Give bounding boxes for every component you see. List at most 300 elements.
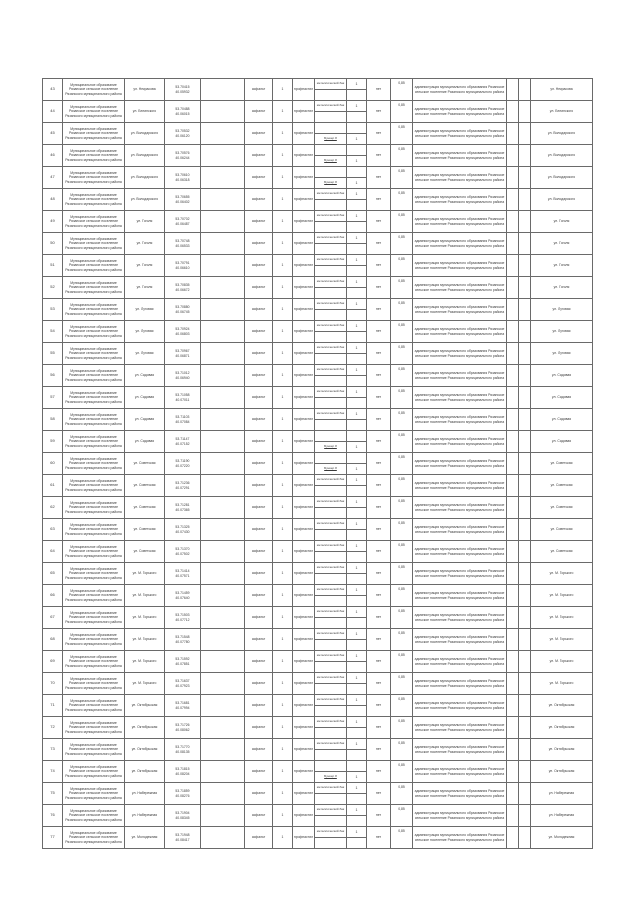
bunker-count <box>347 398 366 408</box>
bunker-type-label <box>315 794 347 804</box>
cell-coordinates <box>165 189 201 210</box>
longitude-text: 40.07502 <box>175 551 190 556</box>
cell-covered: нет <box>367 299 391 320</box>
cell-source-address: ул. Молодежная <box>531 827 593 848</box>
bunker-type-label: Бункер 8 <box>315 156 347 166</box>
cell-area: 1 <box>273 519 293 540</box>
cell-coordinates <box>165 409 201 430</box>
cell-owner: Муниципальное образование Рязанское сельское поселение Рязанского муниципального района <box>63 189 125 210</box>
container-subrow <box>315 541 366 551</box>
cell-surface: асфальт <box>245 739 273 760</box>
table-row <box>43 409 593 431</box>
bunker-count: 1 <box>355 774 358 779</box>
container-type-label: металлический бак <box>315 519 347 529</box>
cell-empty <box>201 607 245 628</box>
cell-empty <box>201 717 245 738</box>
cell-coordinates <box>165 387 201 408</box>
cell-street: ул. М. Горького <box>125 629 165 650</box>
bunker-subrow <box>315 485 366 496</box>
cell-coordinates <box>165 145 201 166</box>
cell-row-number: 69 <box>43 651 63 672</box>
cell-operator: администрация муниципального образования Рязанское сельское поселение Рязанского муниципального района <box>413 651 507 672</box>
cell-source-address: ул. Садовая <box>531 409 593 430</box>
cell-operator: администрация муниципального образования Рязанское сельское поселение Рязанского муниципального района <box>413 805 507 826</box>
cell-empty <box>201 101 245 122</box>
cell-containers <box>315 541 367 562</box>
cell-operator: администрация муниципального образования Рязанское сельское поселение Рязанского муниципального района <box>413 365 507 386</box>
container-type-label: металлический бак <box>315 387 347 397</box>
cell-empty <box>519 673 531 694</box>
bunker-count <box>347 90 366 100</box>
table-row <box>43 607 593 629</box>
cell-operator: администрация муниципального образования Рязанское сельское поселение Рязанского муниципального района <box>413 101 507 122</box>
cell-empty <box>519 519 531 540</box>
longitude-text: 40.07994 <box>175 705 190 710</box>
cell-operator: администрация муниципального образования Рязанское сельское поселение Рязанского муниципального района <box>413 717 507 738</box>
cell-volume: 0,85 <box>391 695 413 716</box>
cell-owner: Муниципальное образование Рязанское сельское поселение Рязанского муниципального района <box>63 519 125 540</box>
cell-empty <box>507 101 519 122</box>
cell-empty <box>507 387 519 408</box>
latitude-text: 53.71548 <box>175 635 190 640</box>
cell-surface: асфальт <box>245 233 273 254</box>
cell-volume: 0,85 <box>391 123 413 144</box>
cell-coordinates <box>165 739 201 760</box>
latitude-text: 53.71103 <box>175 415 190 420</box>
cell-fence: профнастил <box>293 827 315 848</box>
cell-row-number: 76 <box>43 805 63 826</box>
container-count: 1 <box>355 279 358 284</box>
container-type-label <box>315 431 347 441</box>
cell-containers <box>315 453 367 474</box>
cell-fence: профнастил <box>293 673 315 694</box>
bunker-subrow <box>315 815 366 826</box>
cell-coordinates <box>165 277 201 298</box>
longitude-text: 40.06871 <box>175 353 190 358</box>
cell-volume: 0,85 <box>391 365 413 386</box>
cell-coordinates <box>165 123 201 144</box>
cell-empty <box>519 233 531 254</box>
cell-row-number: 73 <box>43 739 63 760</box>
container-type-label: металлический бак <box>315 673 347 683</box>
longitude-text: 40.08417 <box>175 837 190 842</box>
cell-operator: администрация муниципального образования Рязанское сельское поселение Рязанского муниципального района <box>413 629 507 650</box>
cell-containers <box>315 585 367 606</box>
container-subrow <box>315 475 366 485</box>
cell-source-address: ул. Володарского <box>531 145 593 166</box>
cell-coordinates <box>165 717 201 738</box>
bunker-type-label <box>315 596 347 606</box>
container-subrow <box>315 805 366 815</box>
cell-operator: администрация муниципального образования Рязанское сельское поселение Рязанского муниципального района <box>413 387 507 408</box>
bunker-subrow <box>315 661 366 672</box>
cell-empty <box>507 717 519 738</box>
cell-empty <box>519 123 531 144</box>
bunker-subrow <box>315 331 366 342</box>
longitude-text: 40.08135 <box>175 749 190 754</box>
cell-empty <box>519 387 531 408</box>
cell-empty <box>201 321 245 342</box>
longitude-text: 40.07851 <box>175 661 190 666</box>
cell-fence: профнастил <box>293 607 315 628</box>
cell-area: 1 <box>273 673 293 694</box>
cell-coordinates <box>165 629 201 650</box>
cell-surface: асфальт <box>245 409 273 430</box>
bunker-count <box>347 816 366 826</box>
cell-containers <box>315 299 367 320</box>
cell-containers <box>315 761 367 782</box>
cell-fence: профнастил <box>293 299 315 320</box>
table-row <box>43 299 593 321</box>
cell-operator: администрация муниципального образования Рязанское сельское поселение Рязанского муниципального района <box>413 673 507 694</box>
cell-operator: администрация муниципального образования Рязанское сельское поселение Рязанского муниципального района <box>413 695 507 716</box>
cell-street: ул. Молодежная <box>125 827 165 848</box>
container-subrow <box>315 211 366 221</box>
cell-source-address: ул. Луговая <box>531 299 593 320</box>
cell-row-number: 49 <box>43 211 63 232</box>
container-count: 1 <box>355 103 358 108</box>
cell-empty <box>201 343 245 364</box>
cell-area: 1 <box>273 387 293 408</box>
cell-covered: нет <box>367 101 391 122</box>
cell-covered: нет <box>367 761 391 782</box>
cell-containers <box>315 387 367 408</box>
cell-empty <box>201 783 245 804</box>
cell-empty <box>519 651 531 672</box>
bunker-count: 1 <box>355 158 358 163</box>
cell-source-address: ул. Октябрьская <box>531 695 593 716</box>
cell-source-address: ул. Володарского <box>531 123 593 144</box>
cell-fence: профнастил <box>293 563 315 584</box>
cell-empty <box>519 321 531 342</box>
cell-empty <box>507 167 519 188</box>
bunker-type-label <box>315 112 347 122</box>
cell-operator: администрация муниципального образования Рязанское сельское поселение Рязанского муниципального района <box>413 607 507 628</box>
cell-empty <box>201 761 245 782</box>
latitude-text: 53.70576 <box>175 151 190 156</box>
container-type-label: металлический бак <box>315 783 347 793</box>
cell-coordinates <box>165 453 201 474</box>
cell-surface: асфальт <box>245 563 273 584</box>
registry-table <box>42 78 593 849</box>
cell-operator: администрация муниципального образования Рязанское сельское поселение Рязанского муниципального района <box>413 431 507 452</box>
cell-covered: нет <box>367 387 391 408</box>
cell-empty <box>507 585 519 606</box>
cell-source-address: ул. Гоголя <box>531 211 593 232</box>
cell-empty <box>519 541 531 562</box>
cell-source-address: ул. Советская <box>531 519 593 540</box>
cell-surface: асфальт <box>245 387 273 408</box>
table-row <box>43 761 593 783</box>
cell-covered: нет <box>367 233 391 254</box>
cell-row-number: 47 <box>43 167 63 188</box>
cell-containers <box>315 211 367 232</box>
cell-operator: администрация муниципального образования Рязанское сельское поселение Рязанского муниципального района <box>413 761 507 782</box>
container-subrow <box>315 695 366 705</box>
cell-containers <box>315 343 367 364</box>
cell-empty <box>519 299 531 320</box>
cell-empty <box>519 607 531 628</box>
cell-surface: асфальт <box>245 321 273 342</box>
cell-empty <box>507 79 519 100</box>
table-row <box>43 431 593 453</box>
cell-volume: 0,85 <box>391 651 413 672</box>
cell-row-number: 72 <box>43 717 63 738</box>
cell-empty <box>519 563 531 584</box>
cell-coordinates <box>165 519 201 540</box>
cell-empty <box>507 255 519 276</box>
container-count <box>347 761 366 771</box>
cell-row-number: 60 <box>43 453 63 474</box>
container-subrow <box>315 673 366 683</box>
cell-row-number: 62 <box>43 497 63 518</box>
latitude-text: 53.71414 <box>175 569 190 574</box>
bunker-subrow <box>315 507 366 518</box>
container-subrow <box>315 717 366 727</box>
table-row <box>43 321 593 343</box>
cell-empty <box>201 453 245 474</box>
cell-area: 1 <box>273 585 293 606</box>
cell-containers <box>315 145 367 166</box>
cell-area: 1 <box>273 805 293 826</box>
cell-containers <box>315 497 367 518</box>
longitude-text: 40.07084 <box>175 419 190 424</box>
cell-area: 1 <box>273 827 293 848</box>
container-subrow <box>315 761 366 771</box>
cell-operator: администрация муниципального образования Рязанское сельское поселение Рязанского муниципального района <box>413 519 507 540</box>
container-subrow <box>315 145 366 155</box>
cell-covered: нет <box>367 739 391 760</box>
table-row <box>43 651 593 673</box>
cell-volume: 0,85 <box>391 739 413 760</box>
cell-empty <box>507 277 519 298</box>
cell-owner: Муниципальное образование Рязанское сельское поселение Рязанского муниципального района <box>63 101 125 122</box>
cell-area: 1 <box>273 695 293 716</box>
bunker-type-label: Бункер 8 <box>315 464 347 474</box>
cell-area: 1 <box>273 233 293 254</box>
cell-empty <box>201 387 245 408</box>
container-count: 1 <box>355 477 358 482</box>
cell-empty <box>201 695 245 716</box>
cell-owner: Муниципальное образование Рязанское сельское поселение Рязанского муниципального района <box>63 717 125 738</box>
bunker-count <box>347 838 366 848</box>
cell-row-number: 64 <box>43 541 63 562</box>
bunker-type-label <box>315 376 347 386</box>
cell-empty <box>507 365 519 386</box>
cell-source-address: ул. М. Горького <box>531 673 593 694</box>
cell-empty <box>507 651 519 672</box>
container-type-label <box>315 453 347 463</box>
longitude-text: 40.06940 <box>175 375 190 380</box>
cell-empty <box>201 827 245 848</box>
container-type-label: металлический бак <box>315 497 347 507</box>
cell-covered: нет <box>367 321 391 342</box>
cell-row-number: 56 <box>43 365 63 386</box>
cell-area: 1 <box>273 299 293 320</box>
cell-containers <box>315 607 367 628</box>
cell-empty <box>507 761 519 782</box>
cell-volume: 0,85 <box>391 343 413 364</box>
container-type-label: металлический бак <box>315 189 347 199</box>
bunker-subrow <box>315 749 366 760</box>
cell-covered: нет <box>367 145 391 166</box>
bunker-subrow <box>315 727 366 738</box>
cell-fence: профнастил <box>293 123 315 144</box>
cell-row-number: 61 <box>43 475 63 496</box>
longitude-text: 40.07152 <box>175 441 190 446</box>
cell-fence: профнастил <box>293 783 315 804</box>
cell-area: 1 <box>273 167 293 188</box>
cell-empty <box>519 783 531 804</box>
cell-empty <box>519 717 531 738</box>
cell-row-number: 54 <box>43 321 63 342</box>
cell-volume: 0,85 <box>391 101 413 122</box>
bunker-subrow <box>315 111 366 122</box>
bunker-count <box>347 310 366 320</box>
bunker-type-label: Бункер 8 <box>315 772 347 782</box>
cell-area: 1 <box>273 497 293 518</box>
cell-volume: 0,85 <box>391 805 413 826</box>
cell-area: 1 <box>273 739 293 760</box>
container-type-label: металлический бак <box>315 563 347 573</box>
bunker-subrow <box>315 529 366 540</box>
bunker-subrow <box>315 683 366 694</box>
longitude-text: 40.08204 <box>175 771 190 776</box>
container-count: 1 <box>355 609 358 614</box>
cell-surface: асфальт <box>245 673 273 694</box>
bunker-count <box>347 112 366 122</box>
cell-source-address: ул. Садовая <box>531 365 593 386</box>
cell-street: ул. Советская <box>125 497 165 518</box>
container-type-label: металлический бак <box>315 585 347 595</box>
cell-coordinates <box>165 299 201 320</box>
cell-area: 1 <box>273 79 293 100</box>
cell-fence: профнастил <box>293 101 315 122</box>
cell-row-number: 52 <box>43 277 63 298</box>
cell-empty <box>519 409 531 430</box>
longitude-text: 40.06402 <box>175 199 190 204</box>
bunker-subrow <box>315 133 366 144</box>
cell-covered: нет <box>367 123 391 144</box>
cell-empty <box>519 739 531 760</box>
cell-operator: администрация муниципального образования Рязанское сельское поселение Рязанского муниципального района <box>413 123 507 144</box>
cell-volume: 0,85 <box>391 79 413 100</box>
cell-fence: профнастил <box>293 167 315 188</box>
cell-fence: профнастил <box>293 629 315 650</box>
cell-owner: Муниципальное образование Рязанское сельское поселение Рязанского муниципального района <box>63 453 125 474</box>
cell-empty <box>519 343 531 364</box>
cell-containers <box>315 695 367 716</box>
container-type-label: металлический бак <box>315 365 347 375</box>
container-subrow <box>315 101 366 111</box>
cell-fence: профнастил <box>293 695 315 716</box>
cell-area: 1 <box>273 629 293 650</box>
table-row <box>43 387 593 409</box>
cell-surface: асфальт <box>245 761 273 782</box>
cell-area: 1 <box>273 409 293 430</box>
cell-covered: нет <box>367 827 391 848</box>
cell-street: ул. М. Горького <box>125 585 165 606</box>
cell-area: 1 <box>273 211 293 232</box>
cell-containers <box>315 255 367 276</box>
cell-containers <box>315 783 367 804</box>
cell-street: ул. Гоголя <box>125 211 165 232</box>
cell-street: ул. М. Горького <box>125 673 165 694</box>
cell-fence: профнастил <box>293 651 315 672</box>
latitude-text: 53.71459 <box>175 591 190 596</box>
cell-empty <box>201 167 245 188</box>
longitude-text: 40.06745 <box>175 309 190 314</box>
latitude-text: 53.71681 <box>175 701 190 706</box>
cell-fence: профнастил <box>293 717 315 738</box>
bunker-type-label <box>315 200 347 210</box>
cell-row-number: 46 <box>43 145 63 166</box>
longitude-text: 40.07923 <box>175 683 190 688</box>
latitude-text: 53.71503 <box>175 613 190 618</box>
cell-volume: 0,85 <box>391 783 413 804</box>
container-type-label: металлический бак <box>315 607 347 617</box>
bunker-subrow <box>315 441 366 452</box>
cell-surface: асфальт <box>245 101 273 122</box>
longitude-text: 40.06318 <box>175 177 190 182</box>
cell-coordinates <box>165 475 201 496</box>
cell-area: 1 <box>273 453 293 474</box>
bunker-count <box>347 596 366 606</box>
cell-empty <box>507 563 519 584</box>
cell-street: ул. Набережная <box>125 783 165 804</box>
bunker-type-label <box>315 640 347 650</box>
cell-empty <box>507 321 519 342</box>
container-subrow <box>315 321 366 331</box>
cell-containers <box>315 519 367 540</box>
longitude-text: 40.08345 <box>175 815 190 820</box>
cell-coordinates <box>165 563 201 584</box>
cell-volume: 0,85 <box>391 387 413 408</box>
cell-covered: нет <box>367 167 391 188</box>
cell-row-number: 65 <box>43 563 63 584</box>
cell-volume: 0,85 <box>391 211 413 232</box>
cell-source-address: ул. Некрасова <box>531 79 593 100</box>
cell-empty <box>507 695 519 716</box>
cell-containers <box>315 673 367 694</box>
cell-operator: администрация муниципального образования Рязанское сельское поселение Рязанского муниципального района <box>413 497 507 518</box>
cell-covered: нет <box>367 563 391 584</box>
cell-street: ул. Октябрьская <box>125 717 165 738</box>
cell-area: 1 <box>273 101 293 122</box>
table-row <box>43 211 593 233</box>
container-count: 1 <box>355 389 358 394</box>
cell-coordinates <box>165 651 201 672</box>
cell-covered: нет <box>367 629 391 650</box>
cell-fence: профнастил <box>293 233 315 254</box>
bunker-type-label <box>315 574 347 584</box>
container-type-label: металлический бак <box>315 827 347 837</box>
latitude-text: 53.71236 <box>175 481 190 486</box>
latitude-text: 53.70880 <box>175 305 190 310</box>
container-subrow <box>315 365 366 375</box>
cell-owner: Муниципальное образование Рязанское сельское поселение Рязанского муниципального района <box>63 563 125 584</box>
longitude-text: 40.07780 <box>175 639 190 644</box>
container-subrow <box>315 651 366 661</box>
latitude-text: 53.71637 <box>175 679 190 684</box>
cell-volume: 0,85 <box>391 717 413 738</box>
cell-row-number: 68 <box>43 629 63 650</box>
container-subrow <box>315 233 366 243</box>
cell-area: 1 <box>273 365 293 386</box>
bunker-type-label <box>315 684 347 694</box>
cell-empty <box>201 541 245 562</box>
container-type-label: металлический бак <box>315 717 347 727</box>
